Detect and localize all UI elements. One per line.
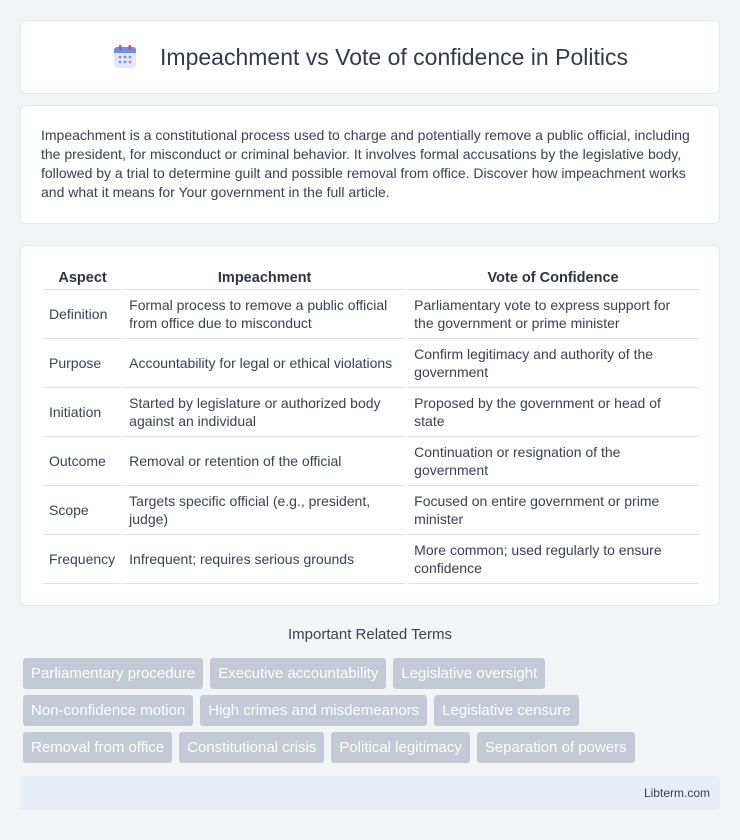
- comparison-table: [43, 268, 699, 584]
- header-aspect: Aspect: [43, 268, 122, 289]
- calendar-icon: [112, 44, 138, 70]
- cell-vote-of-confidence: Focused on entire government or prime minister: [407, 485, 699, 534]
- cell-vote-of-confidence: Proposed by the government or head of state: [407, 387, 699, 436]
- cell-impeachment: Targets specific official (e.g., president, judge): [122, 485, 407, 534]
- tag-legislative-censure[interactable]: Legislative censure: [434, 695, 578, 726]
- table-row: [43, 289, 699, 338]
- table-row: [43, 534, 699, 583]
- tag-row: [23, 695, 723, 726]
- cell-impeachment: Started by legislature or authorized body against an individual: [122, 387, 407, 436]
- table-row: [43, 387, 699, 436]
- cell-vote-of-confidence: Continuation or resignation of the government: [407, 436, 699, 485]
- cell-aspect: Outcome: [43, 436, 122, 485]
- cell-impeachment: Infrequent; requires serious grounds: [122, 534, 407, 583]
- tag-row: [23, 658, 723, 689]
- cell-impeachment: Formal process to remove a public official from office due to misconduct: [122, 289, 407, 338]
- table-row: [43, 338, 699, 387]
- cell-vote-of-confidence: Parliamentary vote to express support for the government or prime minister: [407, 289, 699, 338]
- related-terms-title: Important Related Terms: [288, 626, 452, 643]
- page-title: Impeachment vs Vote of confidence in Politics: [160, 43, 628, 70]
- tag-parliamentary-procedure[interactable]: Parliamentary procedure: [23, 658, 203, 689]
- footer: [20, 776, 720, 810]
- cell-impeachment: Accountability for legal or ethical violations: [122, 338, 407, 387]
- intro-card: [20, 105, 720, 224]
- cell-aspect: Scope: [43, 485, 122, 534]
- cell-aspect: Frequency: [43, 534, 122, 583]
- tag-executive-accountability[interactable]: Executive accountability: [210, 658, 386, 689]
- tag-separation-of-powers[interactable]: Separation of powers: [477, 732, 635, 763]
- cell-aspect: Definition: [43, 289, 122, 338]
- cell-aspect: Purpose: [43, 338, 122, 387]
- header-impeachment: Impeachment: [122, 268, 407, 289]
- cell-impeachment: Removal or retention of the official: [122, 436, 407, 485]
- tag-row: [23, 732, 723, 763]
- cell-vote-of-confidence: More common; used regularly to ensure confidence: [407, 534, 699, 583]
- intro-text: Impeachment is a constitutional process used to charge and potentially remove a public official, including the president, for misconduct or criminal behavior. It involves formal accusations by the legislative body, followed by a trial to determine guilt and possible removal from office. Discover how impeachment works and what it means for Your government in the full article.: [41, 127, 690, 200]
- tag-legislative-oversight[interactable]: Legislative oversight: [393, 658, 545, 689]
- tag-non-confidence-motion[interactable]: Non-confidence motion: [23, 695, 193, 726]
- cell-aspect: Initiation: [43, 387, 122, 436]
- tag-high-crimes[interactable]: High crimes and misdemeanors: [200, 695, 427, 726]
- tag-constitutional-crisis[interactable]: Constitutional crisis: [179, 732, 324, 763]
- comparison-card: [20, 245, 720, 606]
- footer-site-link[interactable]: Libterm.com: [643, 786, 710, 800]
- table-row: [43, 485, 699, 534]
- tag-removal-from-office[interactable]: Removal from office: [23, 732, 172, 763]
- header-vote-of-confidence: Vote of Confidence: [407, 268, 699, 289]
- related-terms: [23, 658, 723, 769]
- tag-political-legitimacy[interactable]: Political legitimacy: [331, 732, 470, 763]
- table-header-row: [43, 268, 699, 289]
- cell-vote-of-confidence: Confirm legitimacy and authority of the government: [407, 338, 699, 387]
- title-card: [20, 20, 720, 94]
- table-row: [43, 436, 699, 485]
